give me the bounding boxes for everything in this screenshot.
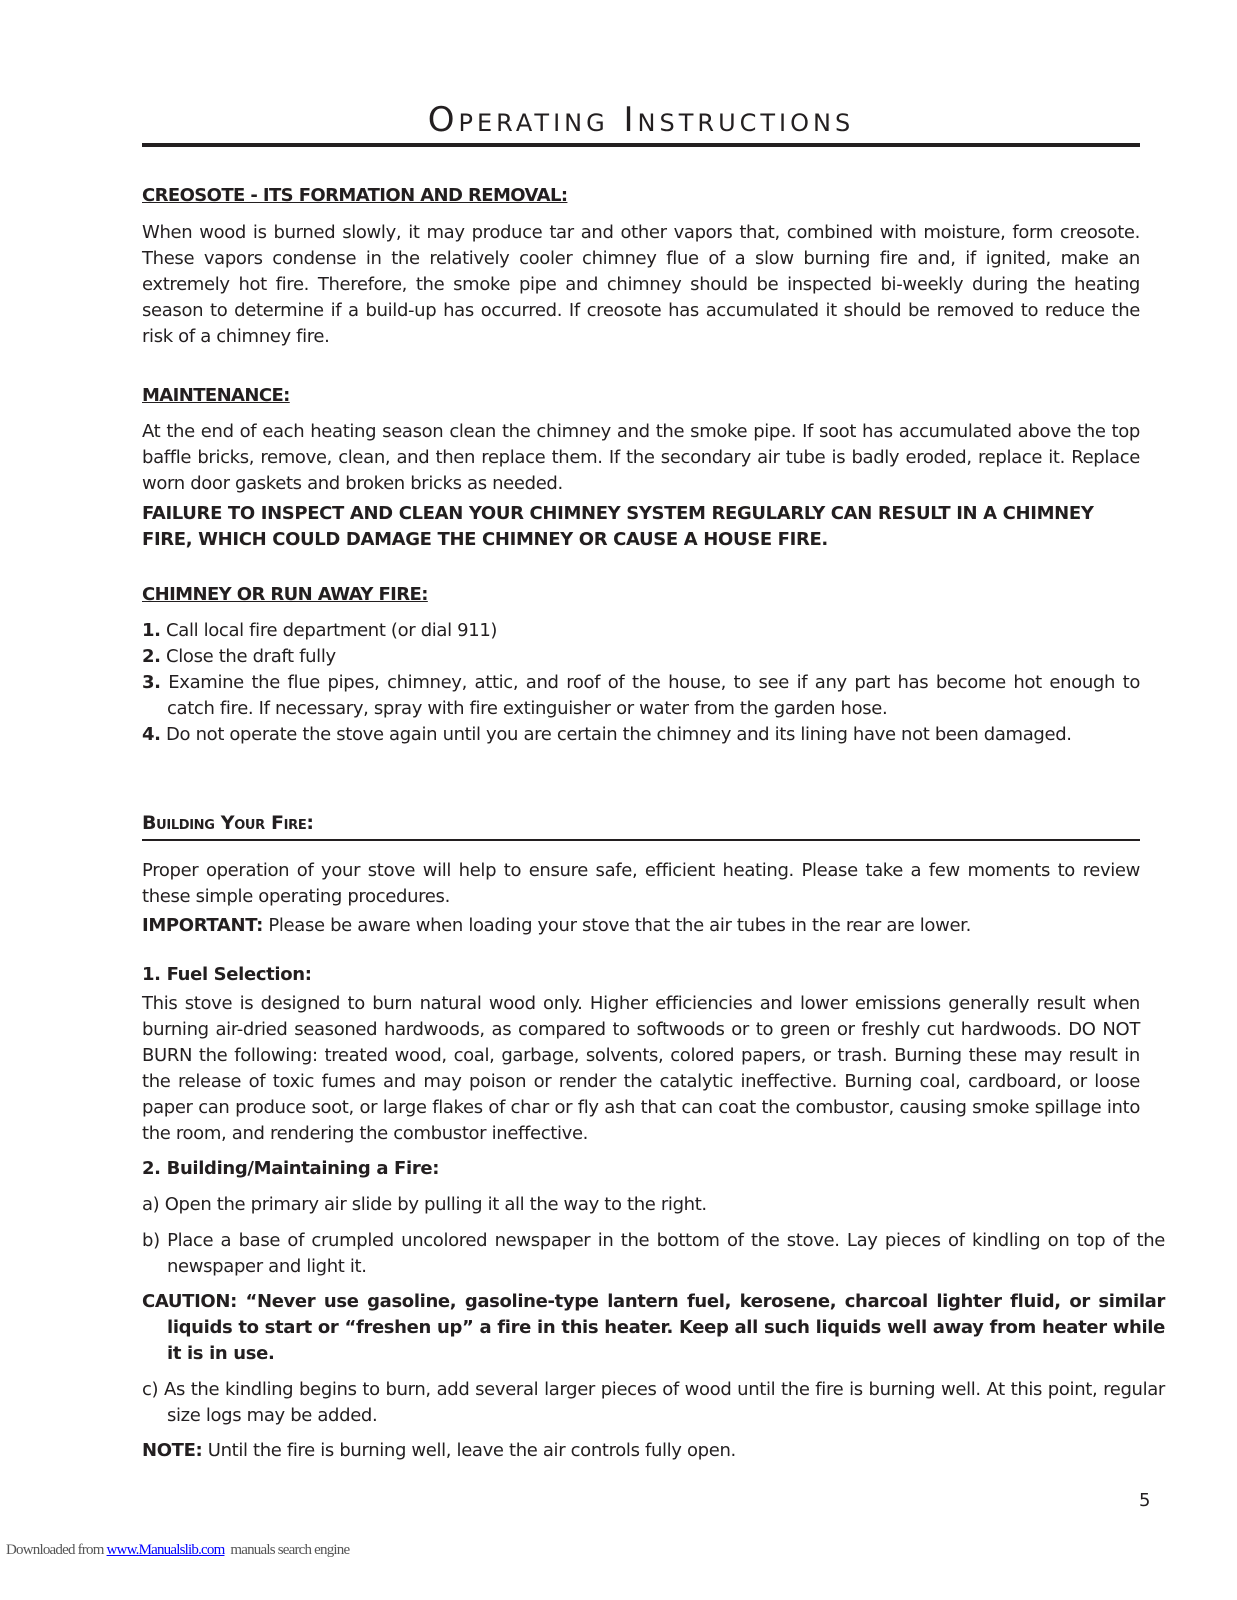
caution-note: CAUTION: “Never use gasoline, gasoline-type lantern fuel, kerosene, charcoal lighter fluid, or similar liquids to start or “freshen up” a fire in this heater. Keep all such liquids well away from heater while it is in use. [142,1291,1165,1364]
note: NOTE: Until the fire is burning well, leave the air controls fully open. [142,1440,736,1461]
list-item: 3. Examine the flue pipes, chimney, attic, and roof of the house, to see if any part has become hot enough to catch fire. If necessary, spray with fire extinguisher or water from the garden hose. [142,672,1140,719]
title-rule [142,143,1140,147]
chimney-fire-heading: CHIMNEY OR RUN AWAY FIRE: [142,584,428,605]
fuel-selection-body: This stove is designed to burn natural wood only. Higher efficiencies and lower emissions generally result when burning air-dried seasoned hardwoods, as compared to softwoods or to green or freshly cut hardwoods. DO NOT BURN the following: treated wood, coal, garbage, solvents, colored papers, or trash. Burning these may result in the release of toxic fumes and may poison or render the catalytic ineffective. Burning coal, cardboard, or loose paper can produce soot, or large flakes of char or fly ash that can coat the combustor, causing smoke spillage into the room, and rendering the combustor ineffective. [142,993,1140,1144]
chimney-fire-list [142,618,1140,748]
building-intro: Proper operation of your stove will help to ensure safe, efficient heating. Please take a few moments to review these simple operating procedures. [142,860,1140,907]
creosote-heading: CREOSOTE - ITS FORMATION AND REMOVAL: [142,185,568,206]
section-rule [142,839,1140,841]
step-a: a) Open the primary air slide by pulling it all the way to the right. [142,1194,707,1215]
maintenance-body: At the end of each heating season clean the chimney and the smoke pipe. If soot has accumulated above the top baffle bricks, remove, clean, and then replace them. If the secondary air tube is badly eroded, replace it. Replace worn door gaskets and broken bricks as needed. [142,421,1140,494]
maintenance-warning: FAILURE TO INSPECT AND CLEAN YOUR CHIMNEY SYSTEM REGULARLY CAN RESULT IN A CHIMNEY FIRE, WHICH COULD DAMAGE THE CHIMNEY OR CAUSE A HOUSE FIRE. [142,503,1094,550]
manualslib-link[interactable]: www.Manualslib.com [106,1542,225,1558]
important-note: IMPORTANT: Please be aware when loading your stove that the air tubes in the rear are lower. [142,915,971,936]
building-fire-subheading: 2. Building/Maintaining a Fire: [142,1158,440,1179]
step-b: b) Place a base of crumpled uncolored newspaper in the bottom of the stove. Lay pieces of kindling on top of the newspaper and light it. [142,1230,1165,1277]
download-footer: Downloaded from www.Manualslib.com manuals search engine [6,1542,350,1558]
building-fire-heading: Building Your Fire: [142,812,314,834]
list-item: 1. Call local fire department (or dial 911) [142,620,498,641]
maintenance-heading: MAINTENANCE: [142,385,290,406]
step-c: c) As the kindling begins to burn, add several larger pieces of wood until the fire is burning well. At this point, regular size logs may be added. [142,1379,1165,1426]
list-item: 4. Do not operate the stove again until you are certain the chimney and its lining have not been damaged. [142,724,1072,745]
page-title: Operating Instructions [427,100,855,140]
creosote-body: When wood is burned slowly, it may produce tar and other vapors that, combined with moisture, form creosote. These vapors condense in the relatively cooler chimney flue of a slow burning fire and, if ignited, make an extremely hot fire. Therefore, the smoke pipe and chimney should be inspected bi-weekly during the heating season to determine if a build-up has occurred. If creosote has accumulated it should be removed to reduce the risk of a chimney fire. [142,222,1140,347]
fuel-selection-heading: 1. Fuel Selection: [142,964,312,985]
page-number: 5 [1139,1490,1151,1511]
list-item: 2. Close the draft fully [142,646,336,667]
